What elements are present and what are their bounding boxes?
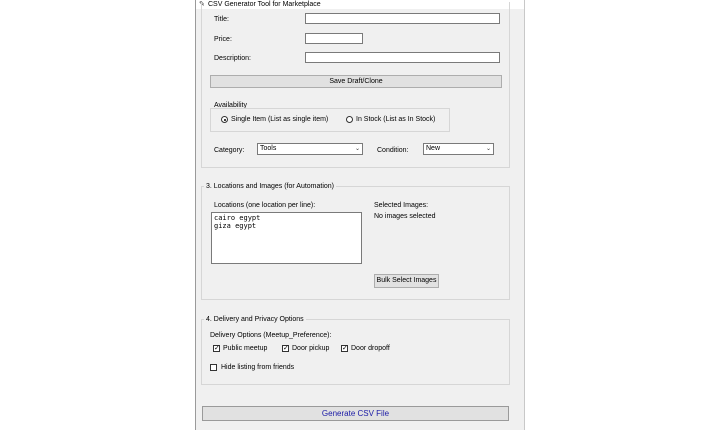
- condition-select[interactable]: [423, 143, 494, 155]
- category-value: Tools: [260, 145, 277, 152]
- single-item-label: Single Item (List as single item): [231, 116, 329, 123]
- in-stock-radio[interactable]: [346, 116, 353, 123]
- in-stock-label: In Stock (List as In Stock): [356, 116, 436, 123]
- title-label: Title:: [214, 16, 229, 23]
- selected-images-label: Selected Images:: [374, 202, 429, 209]
- generate-csv-button[interactable]: Generate CSV File: [202, 406, 509, 421]
- feather-icon: ✎: [199, 1, 205, 8]
- description-input[interactable]: [305, 52, 500, 63]
- bulk-select-images-button[interactable]: Bulk Select Images: [374, 274, 439, 288]
- title-input[interactable]: [305, 13, 500, 24]
- description-label: Description:: [214, 55, 251, 62]
- condition-label: Condition:: [377, 147, 409, 154]
- chevron-down-icon: ⌄: [485, 146, 491, 152]
- location-line: giza egypt: [214, 222, 257, 230]
- window-title: CSV Generator Tool for Marketplace: [208, 1, 321, 8]
- price-input[interactable]: [305, 33, 363, 44]
- door-dropoff-checkbox[interactable]: ✓: [342, 345, 348, 352]
- door-pickup-label: Door pickup: [292, 345, 330, 352]
- public-meetup-checkbox[interactable]: ✓: [214, 345, 220, 352]
- hide-friends-checkbox[interactable]: [210, 364, 217, 371]
- chevron-down-icon: ⌄: [354, 146, 360, 152]
- category-label: Category:: [214, 147, 245, 154]
- delivery-section-title: 4. Delivery and Privacy Options: [206, 316, 304, 323]
- delivery-options-label: Delivery Options (Meetup_Preference):: [210, 332, 332, 339]
- location-line: cairo egypt: [214, 214, 261, 222]
- price-label: Price:: [214, 36, 232, 43]
- door-pickup-checkbox[interactable]: ✓: [283, 345, 289, 352]
- save-draft-button[interactable]: Save Draft/Clone: [210, 75, 502, 88]
- category-select[interactable]: [257, 143, 363, 155]
- locations-label: Locations (one location per line):: [214, 202, 316, 209]
- condition-value: New: [426, 145, 441, 152]
- selected-images-value: No images selected: [374, 213, 436, 220]
- single-item-radio[interactable]: [221, 116, 228, 123]
- door-dropoff-label: Door dropoff: [351, 345, 390, 352]
- locations-section-title: 3. Locations and Images (for Automation): [206, 183, 335, 190]
- availability-label: Availability: [214, 102, 247, 109]
- app-window: [195, 0, 525, 430]
- public-meetup-label: Public meetup: [223, 345, 268, 352]
- hide-friends-label: Hide listing from friends: [221, 364, 295, 371]
- locations-textarea[interactable]: [211, 212, 362, 264]
